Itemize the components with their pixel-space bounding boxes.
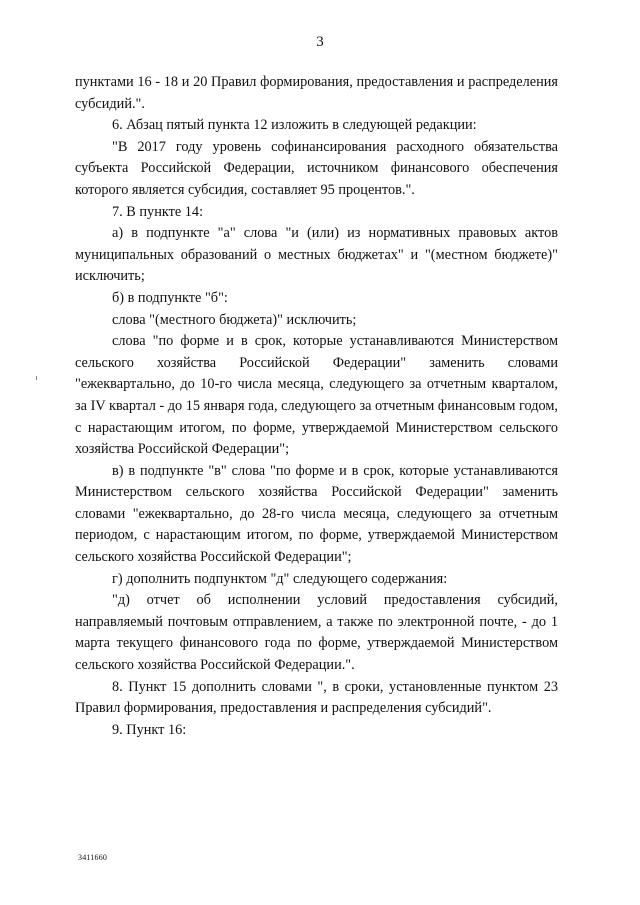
document-code: 3411660: [78, 853, 108, 862]
paragraph: б) в подпункте "б":: [112, 289, 228, 306]
paragraph: пунктами 16 - 18 и 20 Правил формирования, предоставления и распределения субсидий.".: [75, 74, 558, 112]
paragraph: 7. В пункте 14:: [112, 203, 204, 220]
paragraph: 9. Пункт 16:: [112, 721, 187, 738]
paragraph: "В 2017 году уровень софинансирования расходного обязательства субъекта Российской Федерации, источником финансового обеспечения которого является субсидия, составляет 95 процентов.".: [75, 138, 558, 198]
paragraph: в) в подпункте "в" слова "по форме и в срок, которые устанавливаются Министерством сельского хозяйства Российской Федерации" заменить словами "ежеквартально, до 28-го числа месяца, следующего за отчетным периодом, с нарастающим итогом, по форме, утверждаемой Министерством сельского хозяйства Российской Федерации";: [75, 462, 558, 566]
document-body: [75, 72, 558, 741]
page-number: 3: [316, 34, 324, 50]
paragraph: а) в подпункте "а" слова "и (или) из нормативных правовых актов муниципальных образований о местных бюджетах" и "(местном бюджете)" исключить;: [75, 225, 558, 285]
paragraph: г) дополнить подпунктом "д" следующего содержания:: [112, 570, 448, 587]
paragraph: 8. Пункт 15 дополнить словами ", в сроки, установленные пунктом 23 Правил формирования, предоставления и распределения субсидий".: [75, 678, 558, 717]
paragraph: 6. Абзац пятый пункта 12 изложить в следующей редакции:: [112, 117, 477, 134]
paragraph: "д) отчет об исполнении условий предоставления субсидий, направляемый почтовым отправлением, а также по электронной почте, - до 1 марта текущего финансового года по форме, утверждаемой Министерством сельского хозяйства Российской Федерации.".: [75, 592, 558, 674]
paragraph: слова "(местного бюджета)" исключить;: [112, 311, 357, 328]
paragraph: слова "по форме и в срок, которые устанавливаются Министерством сельского хозяйства Российской Федерации" заменить словами "ежеквартально, до 10-го числа месяца, следующего за отчетным кварталом, за IV квартал - до 15 января года, следующего за отчетным финансовым годом, с нарастающим итогом, по форме, утверждаемой Министерством сельского хозяйства Российской Федерации";: [75, 333, 558, 458]
margin-mark: [36, 376, 37, 380]
